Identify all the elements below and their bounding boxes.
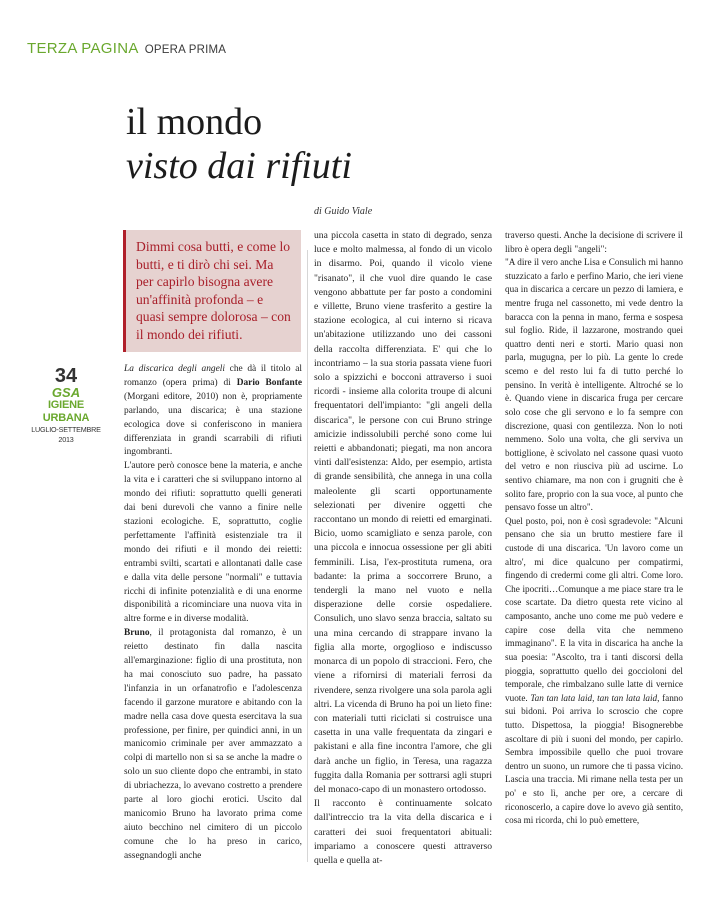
column-divider — [307, 250, 308, 862]
magazine-info — [30, 366, 102, 445]
article-column-2 — [314, 229, 492, 868]
text-run: , fanno sui bidoni. Poi arriva lo scroscio che copre tutto. Dispettosa, la pioggia! Bisognerebbe ascoltare di più i suoni del mondo, per capirlo. Sembra impossibile quello che puoi trovare dentro un suono, un rumore che ti passa vicino. Lascia una traccia. Mi rimane nella testa per un po' e sto lì, anche per ore, a cercare di riconoscerlo, a capire dove lo avevo già sentito, cosa mi ricorda, chi lo può emettere, — [505, 692, 683, 826]
onomatopoeia: Tan tan lata laid, tan tan lata laid — [530, 692, 658, 703]
paragraph: una piccola casetta in stato di degrado, senza luce e molto malmessa, al fondo di un vicolo in disarmo. Poi, quando il vicolo viene "risanato", il che vuol dire quando le case vengono abbattute per far posto a condomini e villette, Bruno viene trasferito a gestire la stazione ecologica, al cui interno si ricava un'abitazione utilizzando uno dei cassoni della raccolta differenziata. E' qui che lo incontriamo – la sua storia passata viene fuori solo a spizzichi e bocconi attraverso i suoi ricordi - insieme alla colorita troupe di alcuni frequentatori dell'impianto: "gli angeli della discarica", le persone con cui Bruno stringe amicizie indissolubili perché sono come lui reietti e abbandonati; piegati, ma non ancora vinti dall'esistenza: Aldo, per esempio, artista di grande sensibilità, che annega in una colla maleolente gli scarti opportunamente selezionati per divenire oggetti che raccontano un mondo di reietti ed emarginati. Bicio, uomo scamigliato e senza parole, con una piccola e innocua ossessione per gli abiti femminili. Lisa, l'ex-prostituta rumena, ora badante: la prima a soccorrere Bruno, a tendergli la mano nel vuoto e nella disperazione delle corsie ospedaliere. Consulich, uno slavo senza braccia, saltato su una mina cercando di strappare invano la figlia alla morte, orgoglioso e indiscusso monarca di un popolo di straccioni. Fero, che viene a rifornirsi di materiali ferrosi da rivendere, senza rivolgere una sola parola agli altri. La vicenda di Bruno ha poi un lieto fine: con materiali tutti riciclati si costruisce una casetta in una valle frequentata da zingari e pakistani e alla fine incontra l'amore, che gli darà anche un figlio, in Teresa, una ragazza fuggita dalla Romania per sottrarsi agli stupri del monaco-capo di un monastero ortodosso. — [314, 230, 492, 795]
paragraph: L'autore però conosce bene la materia, e anche la vita e i caratteri che si sviluppano intorno al mondo dei rifiuti: soprattutto quelli generati dai beni durevoli che vanno a finire nelle stazioni ecologiche. E, soprattutto, coglie perfettamente l'affinità esistenziale tra il mondo dei rifiuti e il mondo dei reietti: entrambi svilti, scartati e allontanati dalle case e dalla vita delle persone "normali" e tuttavia ricchi di infinite potenzialità e di una enorme disponibilità a ricominciare una nuova vita in altre forme e in diverse modalità. — [124, 461, 302, 625]
paragraph: traverso questi. Anche la decisione di scrivere il libro è opera degli "angeli": — [505, 230, 683, 254]
title-line-1: il mondo — [126, 101, 263, 143]
paragraph: "A dire il vero anche Lisa e Consulich mi hanno stuzzicato a farlo e perfino Mario, che ieri viene qua in discarica a cercare un pezzo di lamiera, e mentre fruga nel cassonetto, mi vede dentro la baracca con la penna in mano, ferma e sospesa sul foglio. Ride, il lazzarone, mostrando quei quattro denti neri e storti. Mario quasi non parla, mugugna, per lo più. La gente lo crede scemo e del resto lui fa di tutto perché lo pensino. In verità è intelligente. Altroché se lo è. Quando viene in discarica fruga per cercare solo cose che gli servono e lo fa sempre con discrezione, quasi con gentilezza. Non lo noti nemmeno. Solo una volta, che gli serviva un bottiglione, è scivolato nel cassone quasi vuoto del vetro e non riusciva più ad uscirne. Lo sentivo chiamare, ma non con i grugniti che è solito fare, proprio con la sua voce, al punto che pensavo fosse un altro". — [505, 257, 683, 513]
paragraph — [124, 363, 302, 460]
byline: di Guido Viale — [314, 206, 373, 217]
text-run: Quel posto, poi, non è così sgradevole: "Alcuni pensano che sia un brutto mestiere fare il custode di una discarica. 'Un lavoro come un altro', mi dice qualcuno per compatirmi, fingendo di credermi come gli altri. Come loro. Che ipocriti…Comunque a me piace stare tra le cose scartate. Da dietro questa rete vicino al camposanto, anche uno come me può vedere e capire cose della vita che nemmeno immaginano". E la vita in discarica ha anche la sua poesia: "Ascolto, tra i tanti discorsi della pioggia, soprattutto quello dei goccioloni del temporale, che rimbalzano sulle latte di vernice vuote. — [505, 515, 683, 703]
text-run: che dà il titolo al romanzo (opera prima) di — [124, 364, 302, 388]
page-number: 34 — [54, 365, 78, 387]
text-run: (Morgani editore, 2010) non è, propriamente parlando, una discarica; è una stazione ecologica dove si conferiscono in maniera differenziata in grandi scarrabili di rifiuti ingombranti. — [124, 391, 302, 458]
section-name: TERZA PAGINA — [27, 40, 139, 57]
pull-quote: Dimmi cosa butti, e come lo butti, e ti dirò chi sei. Ma per capirlo bisogna avere un'affinità profonda – e quasi sempre dolorosa – con il mondo dei rifiuti. — [123, 230, 301, 352]
magazine-brand-logo: GSA — [51, 385, 81, 400]
title-line-2: visto dai rifiuti — [126, 145, 352, 187]
author-name: Dario Bonfante — [236, 377, 302, 388]
section-header — [27, 40, 226, 57]
issue-date: LUGLIO-SETTEMBRE 2013 — [31, 425, 101, 444]
article-column-3 — [505, 229, 683, 868]
text-run: , il protagonista dal romanzo, è un reietto destinato fin dalla nascita all'emarginazione: figlio di una prostituta, non ha mai conosciuto suo padre, ha passato l'infanzia in un orfanatrofio e l'adolescenza facendo il garzone muratore e abitando con la madre nella casa dove questa esercitava la sua professione, per finire, per quindici anni, in un manicomio criminale per aver ammazzato a colpi di martello non si sa se anche la madre o solo un suo cliente dopo che entrambi, in stato di ubriachezza, lo avevano costretto a prendere parte al loro giochi erotici. Uscito dal manicomio Bruno ha lavorato prima come aiuto becchino nel cimitero di un piccolo comune che lo ha preso in carico, assegnandogli anche — [124, 628, 302, 861]
section-subtitle: OPERA PRIMA — [144, 44, 227, 56]
character-name: Bruno — [124, 628, 150, 639]
article-column-1 — [124, 363, 302, 868]
paragraph — [124, 627, 302, 863]
paragraph — [505, 515, 683, 828]
article-title — [126, 100, 352, 188]
book-title: La discarica degli angeli — [124, 364, 225, 374]
magazine-title: IGIENE URBANA — [42, 399, 90, 424]
paragraph: Il racconto è continuamente solcato dall'intreccio tra la vita della discarica e i caratteri dei suoi frequentatori abituali: impariamo a conoscere questi attraverso quella e quella at- — [314, 798, 492, 866]
